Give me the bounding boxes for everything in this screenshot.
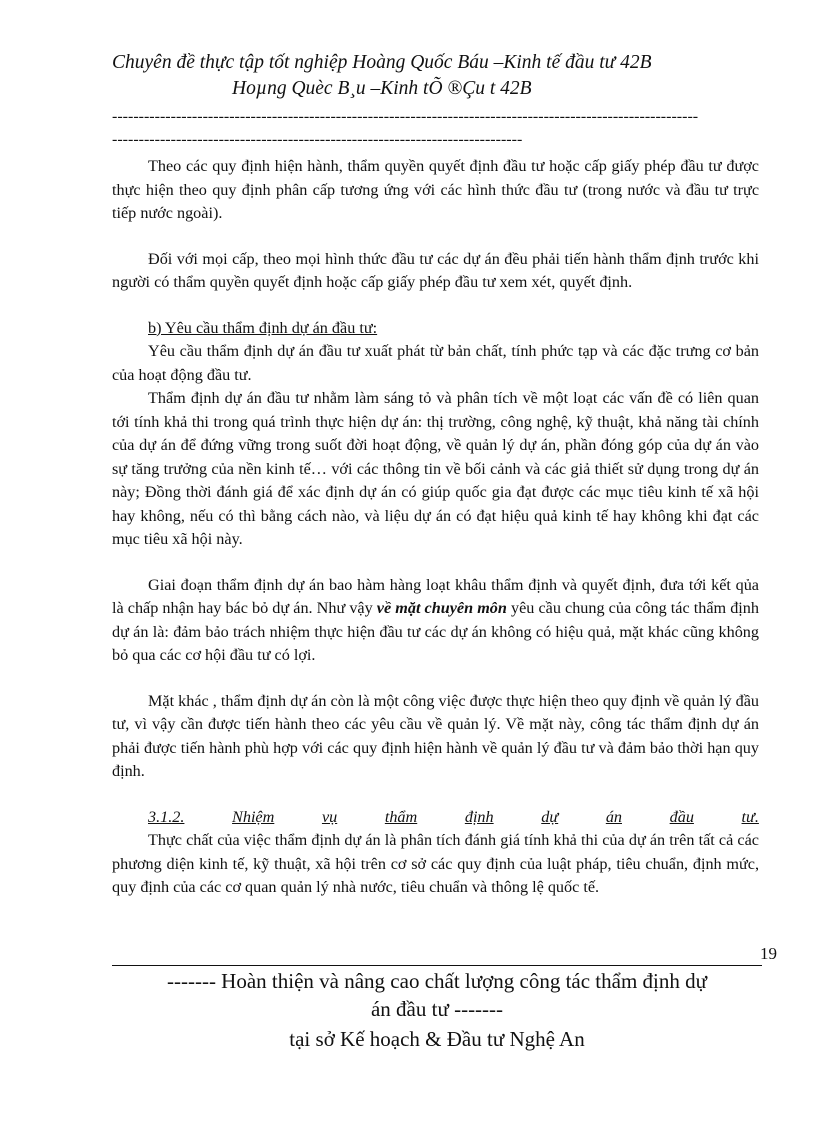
footer-rule (112, 965, 762, 966)
paragraph: Giai đoạn thẩm định dự án bao hàm hàng loạt khâu thẩm định và quyết định, đưa tới kết qủa là chấp nhận hay bác bỏ dự án. Như vậy về mặt chuyên môn yêu cầu chung của công tác thẩm định dự án là: đảm bảo trách nhiệm thực hiện đầu tư các dự án không có hiệu quả, mặt khác cũng không bỏ qua các cơ hội đầu tư có lợi. (112, 575, 759, 664)
emphasis-text: về mặt chuyên môn (376, 599, 507, 617)
page-number: 19 (760, 944, 777, 963)
paragraph: Thẩm định dự án đầu tư nhằm làm sáng tỏ và phân tích về một loạt các vấn đề có liên quan tới tính khả thi trong quá trình thực hiện dự án: thị trường, công nghệ, kỹ thuật, khả năng tài chính của dự án để đứng vững trong suốt đời hoạt động, về quản lý dự án, phần đóng góp của dự án vào sự tăng trưởng của nền kinh tế… với các thông tin về bối cảnh và các giả thiết sử dụng trong dự án này; Đồng thời đánh giá để xác định dự án có giúp quốc gia đạt được các mục tiêu kinh tế xã hội hay không, nếu có thì bằng cách nào, và liệu dự án có đạt hiệu quả kinh tế hay không khi đạt các mục tiêu xã hội này. (112, 389, 759, 548)
header-title-line: Chuyên đề thực tập tốt nghiệp Hoàng Quốc Báu –Kinh tế đầu tư 42B (112, 52, 652, 73)
header-dash-rule-short: ----------------------------------------------------------------------------- (112, 131, 523, 148)
header-dash-rule: -------------------------------------------------------------------------------------------------------------- (112, 108, 699, 125)
paragraph: Theo các quy định hiện hành, thẩm quyền quyết định đầu tư hoặc cấp giấy phép đầu tư được thực hiện theo quy định phân cấp tương ứng với các hình thức đầu tư (trong nước và đầu tư trực tiếp nước ngoài). (112, 157, 759, 222)
paragraph: Yêu cầu thẩm định dự án đầu tư xuất phát từ bản chất, tính phức tạp và các đặc trưng cơ bản của hoạt động đầu tư. (112, 342, 759, 384)
footer-line: án đầu tư ------- (370, 997, 504, 1021)
paragraph: Mặt khác , thẩm định dự án còn là một công việc được thực hiện theo quy định về quản lý đầu tư, vì vậy cần được tiến hành theo các yêu cầu về quản lý. Về mặt này, công tác thẩm định dự án phải được tiến hành phù hợp với các quy định hiện hành về quản lý đầu tư và đảm bảo thời hạn quy định. (112, 691, 759, 780)
paragraph: Thực chất của việc thẩm định dự án là phân tích đánh giá tính khả thi của dự án trên tất cả các phương diện kinh tế, kỹ thuật, xã hội trên cơ sở các quy định của luật pháp, tiêu chuẩn, định mức, quy định của các cơ quan quản lý nhà nước, tiêu chuẩn và thông lệ quốc tế. (112, 831, 759, 896)
footer-line: ------- Hoàn thiện và nâng cao chất lượng công tác thẩm định dự (166, 969, 707, 993)
subheading-b: b) Yêu cầu thẩm định dự án đầu tư: (148, 318, 378, 337)
footer-line: tại sở Kế hoạch & Đầu tư Nghệ An (289, 1027, 585, 1051)
paragraph: Đối với mọi cấp, theo mọi hình thức đầu tư các dự án đều phải tiến hành thẩm định trước khi người có thẩm quyền quyết định hoặc cấp giấy phép đầu tư xem xét, quyết định. (112, 249, 759, 291)
body-text (112, 155, 759, 900)
section-heading-3-1-2: 3.1.2. Nhiệm vụ thẩm định dự án đầu tư. (148, 807, 759, 826)
header-title-encoded-line: Hoµng Quèc B¸u –Kinh tÕ ®Çu t 42B (232, 78, 532, 99)
